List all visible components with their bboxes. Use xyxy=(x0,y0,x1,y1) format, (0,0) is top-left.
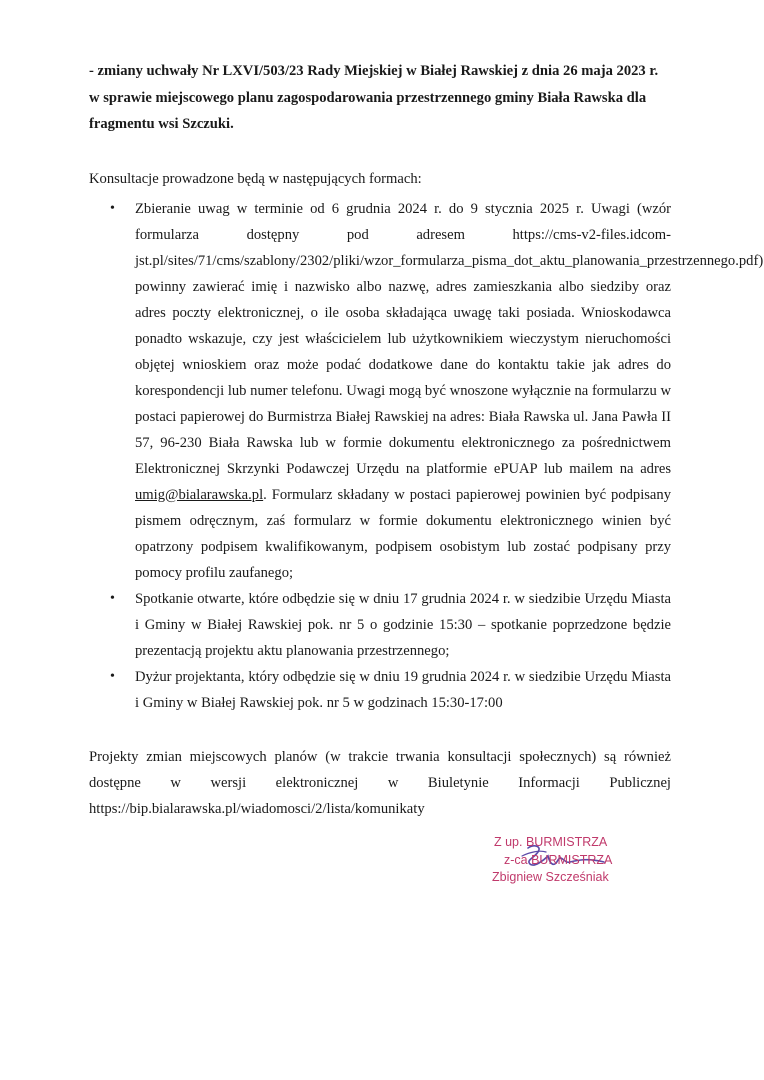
official-stamp xyxy=(492,834,632,887)
consultation-intro: Konsultacje prowadzone będą w następujących formach: xyxy=(89,170,422,187)
stamp-line-1: Z up. BURMISTRZA xyxy=(494,835,608,849)
stamp-line-2: z-ca BURMISTRZA xyxy=(504,852,613,867)
open-meeting-text: Spotkanie otwarte, które odbędzie się w dniu 17 grudnia 2024 r. w siedzibie Urzędu Miasta i Gminy w Białej Rawskiej pok. nr 5 o godzinie 15:30 – spotkanie poprzedzone będzie prezentacją projektu aktu planowania przestrzennego; xyxy=(135,590,671,659)
email-link[interactable]: umig@bialarawska.pl xyxy=(135,486,264,503)
list-item xyxy=(89,196,764,586)
stamp-line-3: Zbigniew Szcześniak xyxy=(492,870,609,884)
designer-duty-text: Dyżur projektanta, który odbędzie się w dniu 19 grudnia 2024 r. w siedzibie Urzędu Miasta i Gminy w Białej Rawskiej pok. nr 5 w godzinach 15:30-17:00 xyxy=(135,668,671,711)
list-item xyxy=(89,664,671,716)
bullet-icon: • xyxy=(110,668,115,684)
comments-collection-text-end: . Formularz składany w postaci papierowej powinien być podpisany pismem odręcznym, zaś formularz w formie dokumentu elektronicznego winien być opatrzony podpisem kwalifikowanym, podpisem osobistym lub zostać podpisany przy pomocy profilu zaufanego; xyxy=(135,486,671,581)
closing-paragraph: Projekty zmian miejscowych planów (w trakcie trwania konsultacji społecznych) są również dostępne w wersji elektronicznej w Biuletynie Informacji Publicznej https://bip.bialarawska.pl/wiadomosci/2/lista/komunikaty xyxy=(89,748,671,817)
comments-collection-text: Zbieranie uwag w terminie od 6 grudnia 2024 r. do 9 stycznia 2025 r. Uwagi (wzór formularza dostępny pod adresem https://cms-v2-files.idcom-jst.pl/sites/71/cms/szablony/2302/pliki/wzor_formularza_pisma_dot_aktu_planowania_przestrzennego.pdf) powinny zawierać imię i nazwisko albo nazwę, adres zamieszkania albo siedziby oraz adres poczty elektronicznej, o ile osoba składająca uwagę taki posiada. Wnioskodawca ponadto wskazuje, czy jest właścicielem lub użytkownikiem wieczystym nieruchomości objętej wnioskiem oraz może podać dodatkowe dane do kontaktu takie jak adres do korespondencji lub numer telefonu. Uwagi mogą być wnoszone wyłącznie na formularzu w postaci papierowej do Burmistrza Białej Rawskiej na adres: Biała Rawska ul. Jana Pawła II 57, 96-230 Biała Rawska lub w formie dokumentu elektronicznego za pośrednictwem Elektronicznej Skrzynki Podawczej Urzędu na platformie ePUAP lub mailem na adres xyxy=(135,200,764,477)
bullet-icon: • xyxy=(110,590,115,606)
consultation-forms-list xyxy=(89,196,764,716)
document-body xyxy=(89,58,764,822)
bullet-icon: • xyxy=(110,200,115,216)
list-item xyxy=(89,586,671,664)
resolution-heading: - zmiany uchwały Nr LXVI/503/23 Rady Miejskiej w Białej Rawskiej z dnia 26 maja 2023 r. w sprawie miejscowego planu zagospodarowania przestrzennego gminy Biała Rawska dla fragmentu wsi Szczuki. xyxy=(89,63,659,132)
